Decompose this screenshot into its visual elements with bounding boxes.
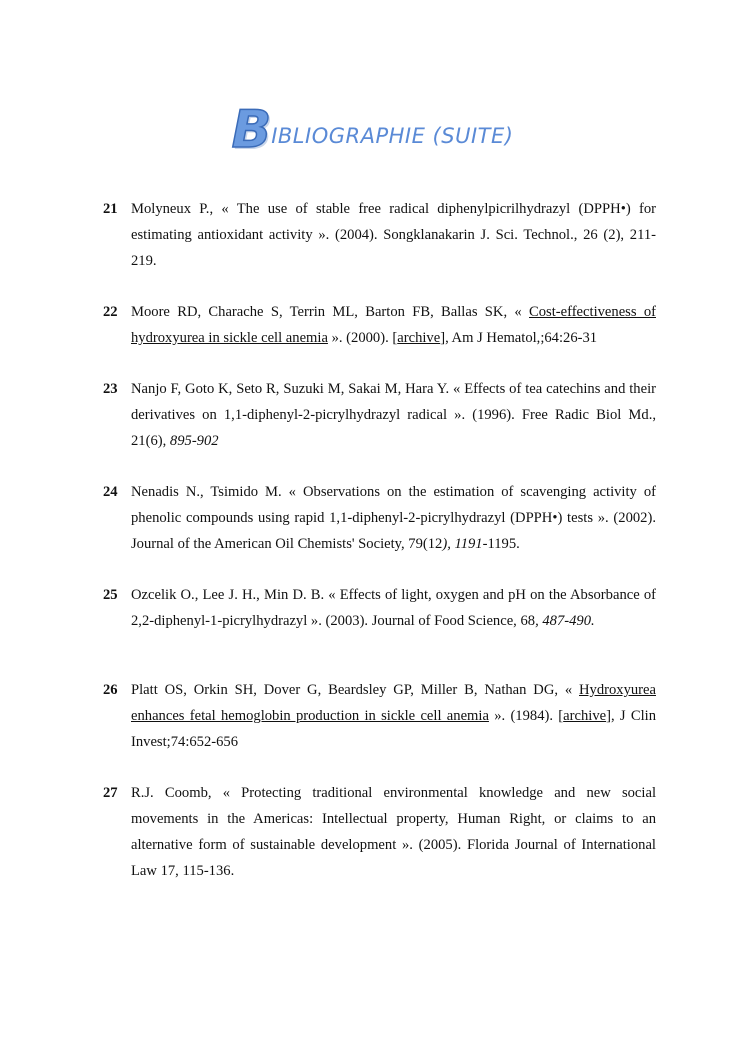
reference-item <box>103 376 656 454</box>
reference-item <box>103 299 656 351</box>
reference-segment: ], Am J Hematol,;64:26-31 <box>440 330 598 346</box>
reference-number: 23 <box>103 381 118 397</box>
reference-segment: R.J. Coomb, « Protecting traditional environmental knowledge and new social movements in the Americas: Intellectual property, Human Right, or claims to an alternative form of sustainable development ». (2005). Florida Journal of International Law 17, 115-136. <box>131 785 656 879</box>
title-initial: B <box>231 100 272 160</box>
reference-segment: Ozcelik O., Lee J. H., Min D. B. « Effects of light, oxygen and pH on the Absorbance of 2,2-diphenyl-1-picrylhydrazyl ». (2003). Journal of Food Science, 68 <box>131 587 656 629</box>
reference-segment: Molyneux P., « The use of stable free radical diphenylpicrilhydrazyl (DPPH•) for estimating antioxidant activity ». (2004). Songklanakarin J. Sci. Technol., 26 (2), 211-219. <box>131 201 656 269</box>
reference-text <box>131 780 656 884</box>
reference-number: 24 <box>103 484 118 500</box>
reference-list <box>103 196 656 884</box>
reference-number: 26 <box>103 682 118 698</box>
reference-segment: Nanjo F, Goto K, Seto R, Suzuki M, Sakai M, Hara Y. « Effects of tea catechins and their derivatives on 1,1-diphenyl-2-picrylhydrazyl radical ». (1996). Free Radic Biol Md., 21(6), <box>131 381 656 449</box>
reference-segment: 895-902 <box>169 433 219 449</box>
reference-number: 22 <box>103 304 118 320</box>
reference-link[interactable]: archive <box>397 330 441 346</box>
reference-segment: ». (1984). [ <box>488 708 564 724</box>
reference-text <box>131 196 656 274</box>
reference-segment: ], J Clin Invest;74:652-656 <box>131 708 657 750</box>
reference-text <box>131 376 656 454</box>
page-title <box>0 100 745 160</box>
reference-segment: , 487-490. <box>535 613 595 629</box>
reference-segment: -1195. <box>482 536 520 552</box>
reference-number: 21 <box>103 201 118 217</box>
reference-text <box>131 479 656 557</box>
reference-link[interactable]: archive <box>563 708 607 724</box>
reference-number: 27 <box>103 785 118 801</box>
reference-segment: Platt OS, Orkin SH, Dover G, Beardsley GP, Miller B, Nathan DG, « <box>131 682 579 698</box>
reference-link[interactable]: Hydroxyurea enhances fetal hemoglobin production in sickle cell anemia <box>131 682 656 724</box>
reference-item <box>103 582 656 634</box>
reference-text <box>131 299 656 351</box>
reference-number: 25 <box>103 587 118 603</box>
reference-segment: ), 1191 <box>442 536 483 552</box>
reference-segment: Nenadis N., Tsimido M. « Observations on the estimation of scavenging activity of phenolic compounds using rapid 1,1-diphenyl-2-picrylhydrazyl (DPPH•) tests ». (2002). Journal of the American Oil Chemists' Society, 79(12 <box>131 484 656 552</box>
reference-item <box>103 196 656 274</box>
reference-item <box>103 780 656 884</box>
reference-link[interactable]: Cost-effectiveness of hydroxyurea in sickle cell anemia <box>131 304 656 346</box>
reference-text <box>131 677 656 755</box>
reference-segment: ». (2000). [ <box>327 330 398 346</box>
reference-item <box>103 479 656 557</box>
reference-text <box>131 582 656 634</box>
reference-segment: Moore RD, Charache S, Terrin ML, Barton FB, Ballas SK, « <box>131 304 529 320</box>
reference-item <box>103 677 656 755</box>
title-rest: IBLIOGRAPHIE (SUITE) <box>271 124 514 148</box>
